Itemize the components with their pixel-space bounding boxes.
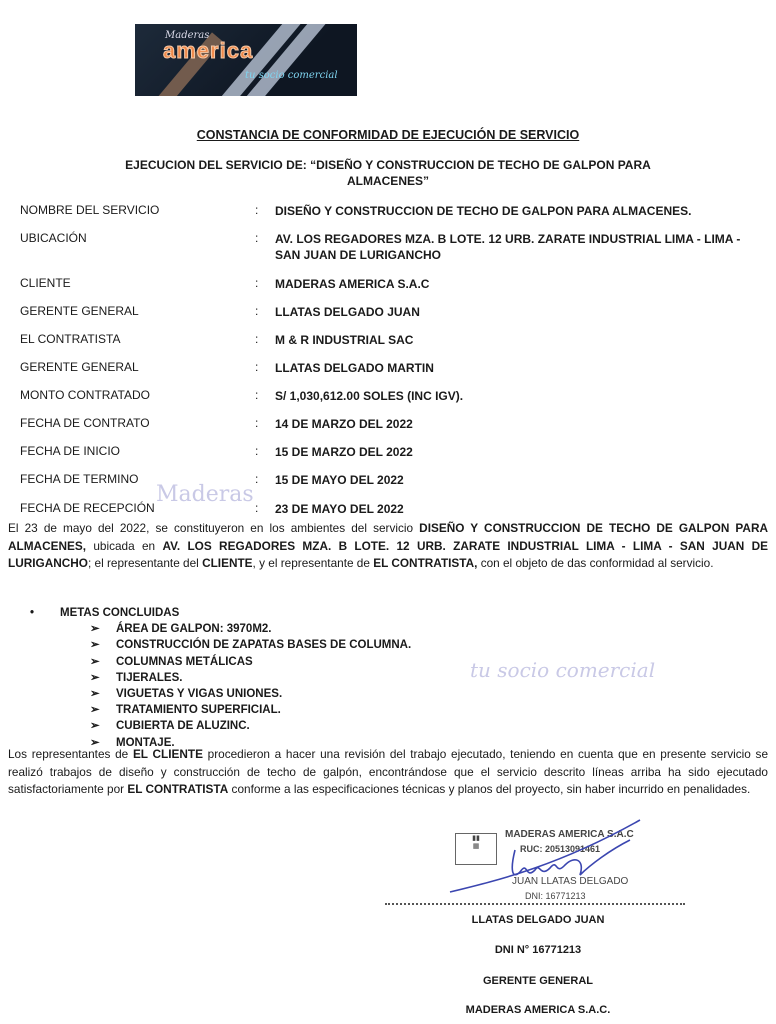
field-value: S/ 1,030,612.00 SOLES (INC IGV). (275, 389, 464, 403)
document-subtitle-2: ALMACENES” (346, 174, 429, 188)
field-label: FECHA DE CONTRATO (20, 416, 150, 430)
field-value: MADERAS AMERICA S.A.C (275, 277, 430, 291)
field-label: UBICACIÓN (20, 231, 87, 245)
field-label: FECHA DE RECEPCIÓN (20, 501, 155, 515)
signatory-company: MADERAS AMERICA S.A.C. (465, 1004, 611, 1016)
field-label: GERENTE GENERAL (20, 360, 139, 374)
goal-item (30, 670, 411, 686)
field-colon: : (255, 360, 259, 374)
field-value: M & R INDUSTRIAL SAC (275, 333, 414, 347)
field-label: FECHA DE INICIO (20, 444, 121, 458)
document-subtitle-1: EJECUCION DEL SERVICIO DE: “DISEÑO Y CONSTRUCCION DE TECHO DE GALPON PARA (125, 158, 651, 172)
goal-item (30, 718, 411, 734)
field-label: MONTO CONTRATADO (20, 388, 150, 402)
logo-brand: america (163, 38, 254, 63)
field-label: CLIENTE (20, 276, 71, 290)
field-value: LLATAS DELGADO MARTIN (275, 361, 434, 375)
stamp-company: MADERAS AMERICA S.A.C (505, 829, 634, 840)
watermark-bottom: tu socio comercial (470, 658, 656, 682)
review-paragraph: Los representantes de EL CLIENTE procedieron a hacer una revisión del trabajo ejecutado, teniendo en cuenta que en presente servicio se realizó trabajos de diseño y construcción de techo de galpón, encontrándose que el servicio descrito líneas arriba ha sido ejecutado satisfactoriamente por EL CONTRATISTA conforme a las especificaciones técnicas y planos del proyecto, sin haber incurrido en penalidades. (8, 747, 769, 796)
goal-text: CONSTRUCCIÓN DE ZAPATAS BASES DE COLUMNA. (116, 639, 412, 652)
field-label: NOMBRE DEL SERVICIO (20, 203, 160, 217)
signatory-name: LLATAS DELGADO JUAN (471, 914, 605, 926)
stamp-ruc: RUC: 20513091461 (520, 844, 601, 854)
stamp-dni: DNI: 16771213 (525, 891, 586, 901)
arrow-bullet-icon: ➢ (90, 688, 100, 701)
goal-text: MONTAJE. (116, 736, 175, 749)
field-value: LLATAS DELGADO JUAN (275, 305, 420, 319)
goal-item (30, 654, 411, 670)
goal-item (30, 686, 411, 702)
logo-tagline: tu socio comercial (245, 70, 338, 81)
goal-item (30, 621, 411, 637)
field-label: EL CONTRATISTA (20, 332, 121, 346)
goals-heading: METAS CONCLUIDAS (60, 607, 180, 619)
company-logo (135, 24, 357, 96)
stamp-name: JUAN LLATAS DELGADO (512, 876, 629, 887)
field-colon: : (255, 203, 259, 217)
goal-item (30, 637, 411, 653)
field-colon: : (255, 231, 259, 245)
field-colon: : (255, 472, 259, 486)
goals-list (30, 605, 411, 751)
field-value: AV. LOS REGADORES MZA. B LOTE. 12 URB. ZARATE INDUSTRIAL LIMA - LIMA - SAN JUAN DE LURIGANCHO (275, 232, 741, 262)
field-value: 23 DE MAYO DEL 2022 (275, 502, 404, 516)
field-colon: : (255, 304, 259, 318)
signatory-dni: DNI N° 16771213 (494, 944, 582, 956)
arrow-bullet-icon: ➢ (90, 623, 100, 636)
stamp-logo: ▮▮ ▦ (455, 833, 497, 865)
arrow-bullet-icon: ➢ (90, 655, 100, 668)
arrow-bullet-icon: ➢ (90, 704, 100, 717)
field-label: FECHA DE TERMINO (20, 472, 139, 486)
goal-text: TRATAMIENTO SUPERFICIAL. (116, 704, 281, 717)
goal-text: VIGUETAS Y VIGAS UNIONES. (116, 688, 283, 701)
field-colon: : (255, 501, 259, 515)
field-colon: : (255, 416, 259, 430)
arrow-bullet-icon: ➢ (90, 639, 100, 652)
signature-line (385, 903, 685, 905)
field-value: 14 DE MARZO DEL 2022 (275, 417, 413, 431)
arrow-bullet-icon: ➢ (90, 736, 100, 749)
watermark-top: Maderas (156, 482, 254, 507)
field-colon: : (255, 444, 259, 458)
reception-paragraph: El 23 de mayo del 2022, se constituyeron en los ambientes del servicio DISEÑO Y CONSTRUCCION DE TECHO DE GALPON PARA ALMACENES, ubicada en AV. LOS REGADORES MZA. B LOTE. 12 URB. ZARATE INDUSTRIAL LIMA - LIMA - SAN JUAN DE LURIGANCHO; el representante del CLIENTE, y el representante de EL CONTRATISTA, con el objeto de das conformidad al servicio. (8, 521, 768, 570)
field-value: DISEÑO Y CONSTRUCCION DE TECHO DE GALPON PARA ALMACENES. (275, 204, 692, 218)
field-label: GERENTE GENERAL (20, 304, 139, 318)
arrow-bullet-icon: ➢ (90, 720, 100, 733)
goal-text: ÁREA DE GALPON: 3970M2. (116, 623, 272, 636)
document-title: CONSTANCIA DE CONFORMIDAD DE EJECUCIÓN DE SERVICIO (196, 128, 580, 142)
goal-text: COLUMNAS METÁLICAS (116, 655, 253, 668)
signatory-role: GERENTE GENERAL (482, 975, 593, 987)
field-colon: : (255, 332, 259, 346)
field-colon: : (255, 276, 259, 290)
goal-item (30, 702, 411, 718)
goal-text: TIJERALES. (116, 671, 183, 684)
bullet-icon: • (30, 607, 35, 619)
field-value: 15 DE MAYO DEL 2022 (275, 473, 404, 487)
signature (440, 810, 660, 900)
goal-text: CUBIERTA DE ALUZINC. (116, 720, 250, 733)
field-colon: : (255, 388, 259, 402)
field-value: 15 DE MARZO DEL 2022 (275, 445, 413, 459)
logo-brand-small: Maderas (165, 30, 210, 41)
arrow-bullet-icon: ➢ (90, 671, 100, 684)
